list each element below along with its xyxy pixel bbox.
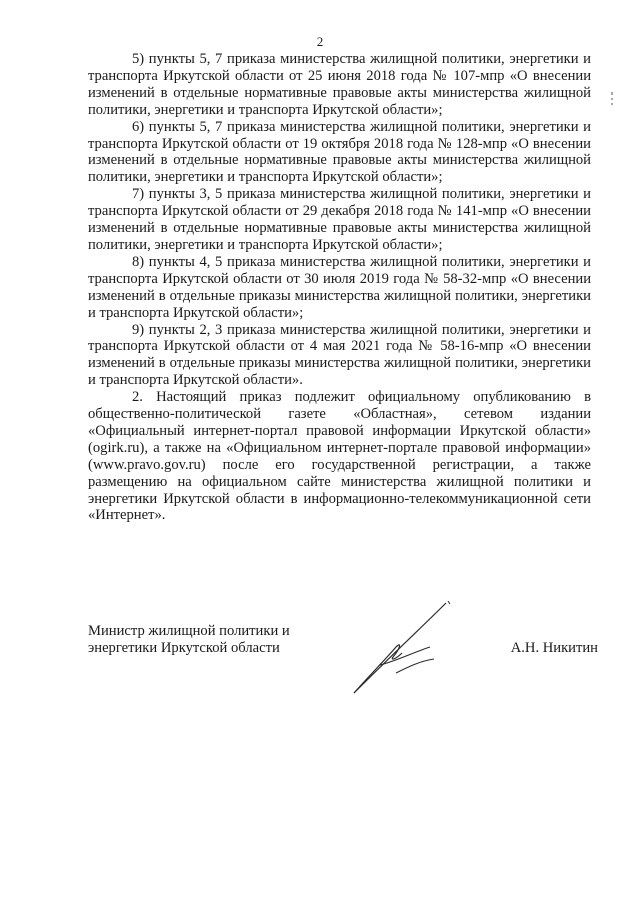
handwritten-signature [346, 601, 456, 696]
signatory-title-line1: Министр жилищной политики и [88, 623, 290, 639]
margin-mark-icon [610, 92, 614, 106]
signatory-name: А.Н. Никитин [510, 640, 598, 656]
document-body [88, 51, 591, 524]
paragraph-item-7: 7) пункты 3, 5 приказа министерства жилищной политики, энергетики и транспорта Иркутской области от 29 декабря 2018 года № 141-мпр «О внесении изменений в отдельные нормативные правовые акты министерства жилищной политики, энергетики и транспорта Иркутской области»; [88, 186, 591, 253]
paragraph-item-8: 8) пункты 4, 5 приказа министерства жилищной политики, энергетики и транспорта Иркутской области от 30 июля 2019 года № 58-32-мпр «О внесении изменений в отдельные приказы министерства жилищной политики, энергетики и транспорта Иркутской области»; [88, 253, 591, 321]
page-number: 2 [316, 34, 324, 49]
signature-block [88, 621, 598, 701]
paragraph-item-5: 5) пункты 5, 7 приказа министерства жилищной политики, энергетики и транспорта Иркутской области от 25 июня 2018 года № 107-мпр «О внесении изменений в отдельные нормативные правовые акты министерства жилищной политики, энергетики и транспорта Иркутской области»; [88, 51, 591, 118]
signatory-title [88, 623, 290, 657]
paragraph-publication: 2. Настоящий приказ подлежит официальному опубликованию в общественно-политической газете «Областная», сетевом издании «Официальный интернет-портал правовой информации Иркутской области» (ogirk.ru), а также на «Официальном интернет-портале правовой информации» (www.pravo.gov.ru) после его государственной регистрации, а также размещению на официальном сайте министерства жилищной политики и энергетики Иркутской области в информационно-телекоммуникационной сети «Интернет». [88, 389, 591, 524]
signatory-title-line2: энергетики Иркутской области [88, 640, 280, 656]
paragraph-item-6: 6) пункты 5, 7 приказа министерства жилищной политики, энергетики и транспорта Иркутской области от 19 октября 2018 года № 128-мпр «О внесении изменений в отдельные нормативные правовые акты министерства жилищной политики, энергетики и транспорта Иркутской области»; [88, 118, 591, 186]
paragraph-item-9: 9) пункты 2, 3 приказа министерства жилищной политики, энергетики и транспорта Иркутской области от 4 мая 2021 года № 58-16-мпр «О внесении изменений в отдельные приказы министерства жилищной политики, энергетики и транспорта Иркутской области». [88, 321, 591, 389]
